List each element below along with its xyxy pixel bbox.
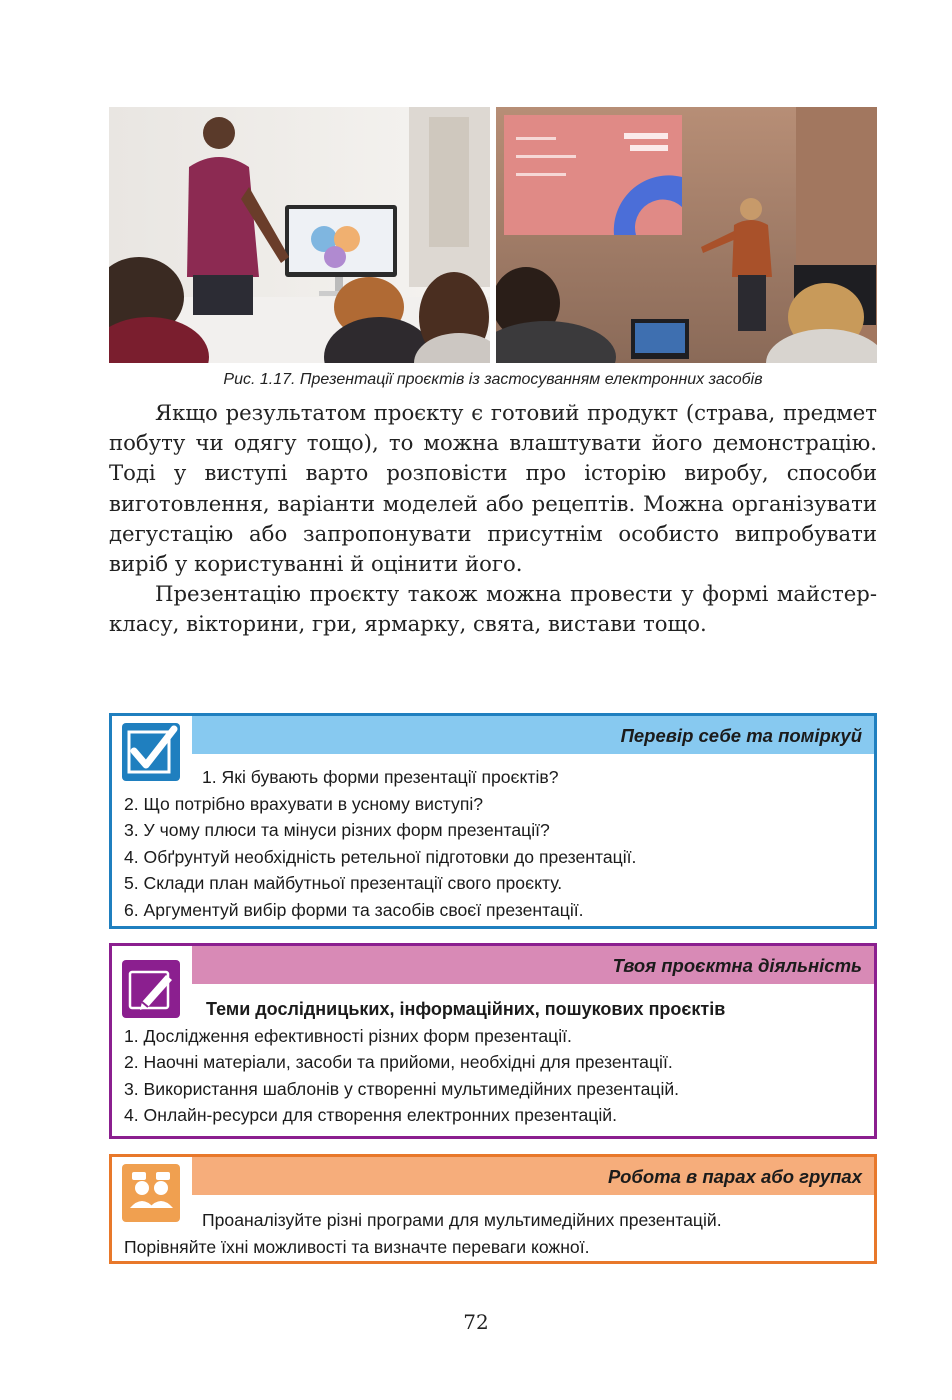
photo-woman-presenting-slides [496, 107, 877, 363]
group-work-box [109, 1154, 877, 1264]
project-topics-heading: Теми дослідницьких, інформаційних, пошукових проєктів [206, 999, 726, 1019]
figure-photos [109, 107, 877, 363]
group-task-line: Проаналізуйте різні програми для мультимедійних презентацій. [202, 1210, 722, 1230]
group-box-title: Робота в парах або групах [192, 1157, 874, 1195]
check-box-title: Перевір себе та поміркуй [192, 716, 874, 754]
paragraph-2: Презентацію проєкту також можна провести у формі майстер-класу, вікторини, гри, ярмарку, свята, вистави тощо. [109, 581, 877, 637]
paragraph-1: Якщо результатом проєкту є готовий продукт (страва, предмет побуту чи одягу тощо), то можна влаштувати його демонстрацію. Тоді у виступі варто розповісти про історію виробу, способи виготовлення, варіанти моделей або рецептів. Можна організувати дегустацію або запропонувати присутнім особисто випробувати виріб у користуванні й оцінити його. [109, 400, 877, 577]
group-task-line: Порівняйте їхні можливості та визначте переваги кожної. [124, 1236, 590, 1257]
project-box-title: Твоя проєктна діяльність [192, 946, 874, 984]
page-number: 72 [463, 1310, 489, 1334]
list-item: 3. У чому плюси та мінуси різних форм презентації? [124, 820, 550, 841]
body-text [109, 398, 877, 640]
figure-caption: Рис. 1.17. Презентації проєктів із застосуванням електронних засобів [223, 371, 763, 388]
list-item: 1. Дослідження ефективності різних форм презентації. [124, 1025, 572, 1046]
project-activity-box [109, 943, 877, 1139]
check-yourself-box [109, 713, 877, 929]
list-item: 2. Що потрібно врахувати в усному виступі? [124, 793, 484, 814]
list-item: 6. Аргументуй вибір форми та засобів своєї презентації. [124, 899, 584, 920]
photo-student-presenting-at-monitor [109, 107, 490, 363]
list-item: 5. Склади план майбутньої презентації свого проєкту. [124, 873, 563, 894]
list-item: 1. Які бувають форми презентації проєктів? [202, 767, 559, 787]
list-item: 4. Онлайн-ресурси для створення електронних презентацій. [124, 1105, 617, 1126]
list-item: 4. Обґрунтуй необхідність ретельної підготовки до презентації. [124, 846, 637, 867]
list-item: 2. Наочні матеріали, засоби та прийоми, необхідні для презентації. [124, 1052, 673, 1073]
list-item: 3. Використання шаблонів у створенні мультимедійних презентацій. [124, 1078, 680, 1099]
